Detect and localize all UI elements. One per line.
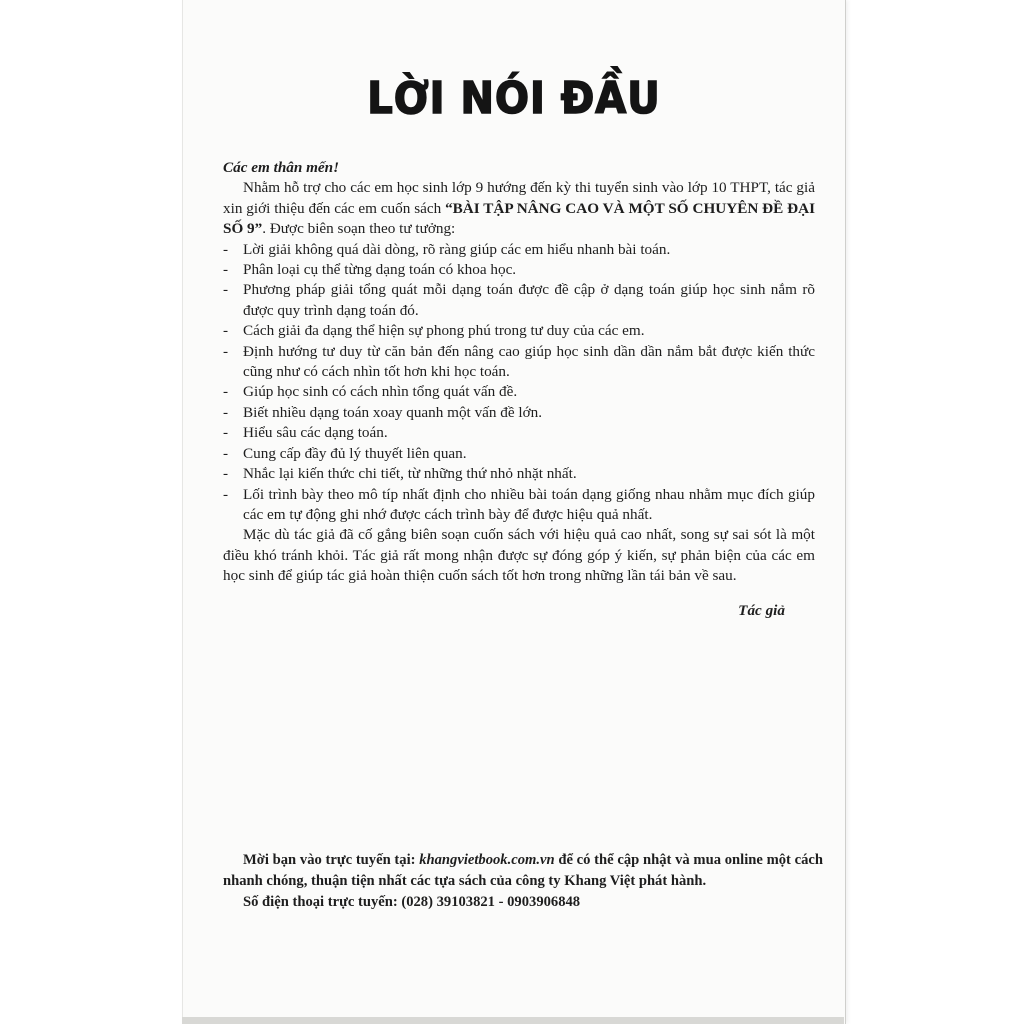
footer-website-line: Mời bạn vào trực tuyến tại: khangvietbook.com.vn để có thể cập nhật và mua online một cách nhanh chóng, thuận tiện nhất các tựa sách của công ty Khang Việt phát hành. — [223, 852, 823, 889]
background-margin — [845, 0, 1024, 1024]
greeting: Các em thân mến! — [223, 159, 340, 176]
footer-phone-line: Số điện thoại trực tuyến: (028) 39103821 - 0903906848 — [243, 894, 581, 910]
bullet-dash: - — [223, 342, 229, 360]
list-item: - Biết nhiều dạng toán xoay quanh một vấn đề lớn. — [223, 403, 815, 423]
bullet-dash: - — [223, 261, 229, 279]
list-item: - Hiểu sâu các dạng toán. — [223, 423, 815, 443]
list-item: - Phương pháp giải tổng quát mỗi dạng toán được đề cập ở dạng toán giúp học sinh nắm rõ được quy trình dạng toán đó. — [223, 281, 815, 319]
closing-paragraph: Mặc dù tác giả đã cố gắng biên soạn cuốn sách với hiệu quả cao nhất, song sự sai sót là một điều khó tránh khỏi. Tác giả rất mong nhận được sự đóng góp ý kiến, sự phản biện của các em học sinh để giúp tác giả hoàn thiện cuốn sách tốt hơn trong những lần tái bản về sau. — [223, 526, 815, 585]
bullet-dash: - — [223, 322, 229, 340]
bullet-dash: - — [223, 465, 229, 483]
page-title: LỜI NÓI ĐẦU — [367, 74, 661, 124]
bullet-dash: - — [223, 281, 229, 299]
preface-body — [223, 158, 815, 621]
list-item: - Định hướng tư duy từ căn bản đến nâng cao giúp học sinh dần dần nắm bắt được kiến thức cũng như có cách nhìn tốt hơn khi học toán. — [223, 342, 815, 381]
intro-text-start: Nhằm hỗ trợ cho các em học sinh lớp 9 hướng đến kỳ thi tuyển sinh vào lớp 10 THPT, tác giả xin giới thiệu đến các em cuốn sách — [223, 179, 815, 217]
list-item: - Phân loại cụ thể từng dạng toán có khoa học. — [223, 260, 815, 280]
book-page — [182, 0, 846, 1024]
list-item: - Lời giải không quá dài dòng, rõ ràng giúp các em hiểu nhanh bài toán. — [223, 240, 815, 260]
bullet-dash: - — [223, 485, 229, 503]
bullet-dash: - — [223, 240, 229, 258]
bullet-dash: - — [223, 383, 229, 401]
page-bottom-edge — [182, 1017, 844, 1024]
list-item: - Cung cấp đầy đủ lý thuyết liên quan. — [223, 444, 815, 464]
intro-paragraph — [223, 178, 815, 239]
list-item: - Giúp học sinh có cách nhìn tổng quát vấn đề. — [223, 382, 815, 402]
list-item: - Cách giải đa dạng thể hiện sự phong phú trong tư duy của các em. — [223, 321, 815, 341]
book-title: “BÀI TẬP NÂNG CAO VÀ MỘT SỐ CHUYÊN ĐỀ ĐẠI SỐ 9” — [223, 199, 815, 238]
website-text: khangvietbook.com.vn — [419, 852, 555, 868]
bullet-dash: - — [223, 444, 229, 462]
author-signature: Tác giả — [738, 601, 785, 619]
publisher-footer — [223, 850, 823, 913]
bullet-list — [223, 240, 815, 526]
list-item: - Nhắc lại kiến thức chi tiết, từ những thứ nhỏ nhặt nhất. — [223, 464, 815, 484]
bullet-dash: - — [223, 403, 229, 421]
bullet-dash: - — [223, 424, 229, 442]
list-item: - Lối trình bày theo mô típ nhất định cho nhiều bài toán dạng giống nhau nhằm mục đích giúp các em tự động ghi nhớ được cách trình bày để được hiệu quả nhất. — [223, 485, 815, 523]
intro-text-end: . Được biên soạn theo tư tưởng: — [262, 220, 456, 238]
